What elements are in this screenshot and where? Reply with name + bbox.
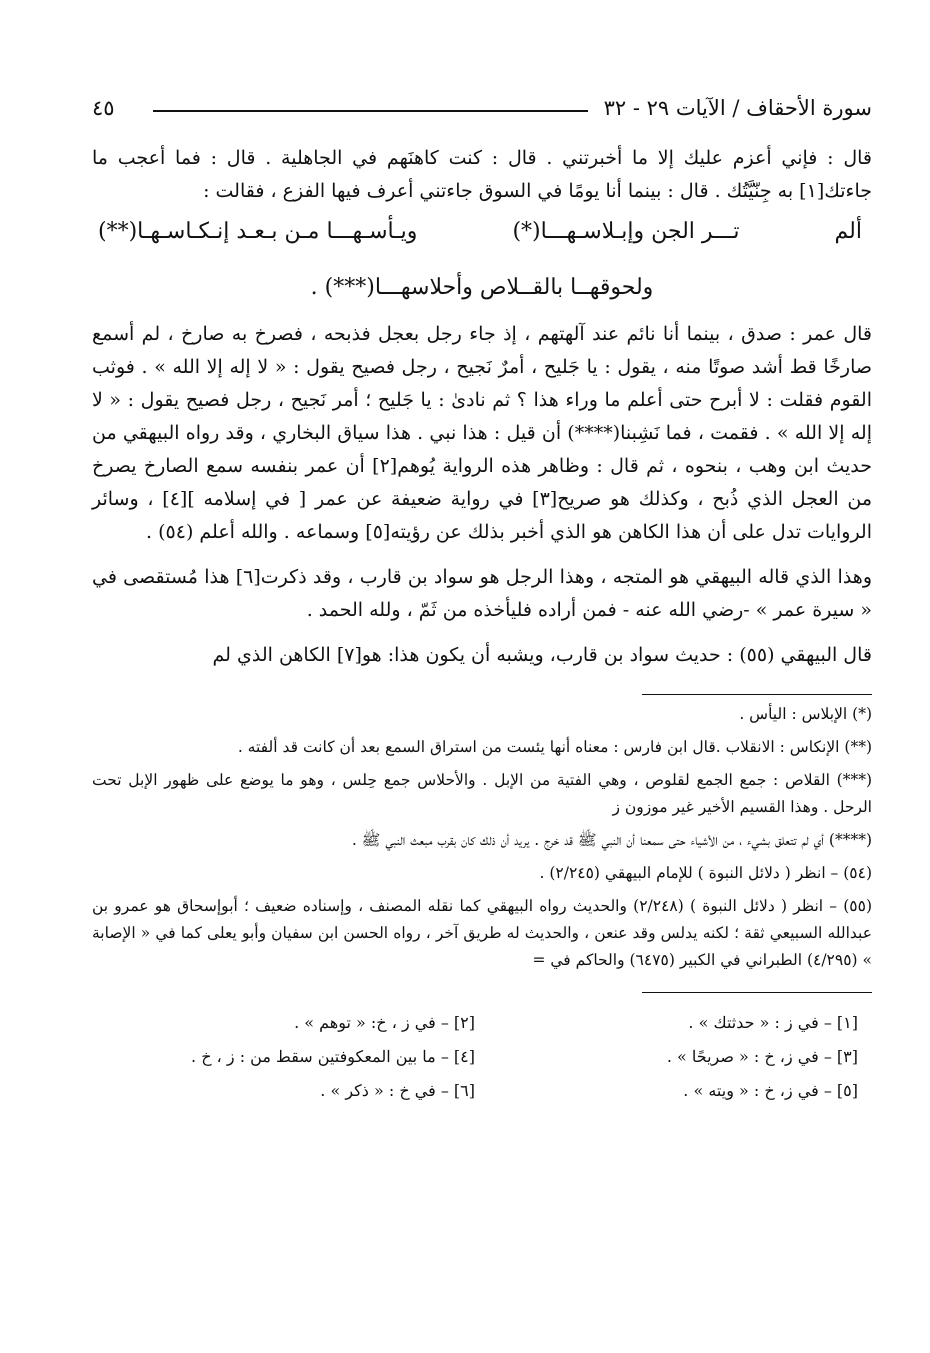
variant-3: [٣] – في ز، خ : « صريحًا » . (666, 1047, 858, 1066)
paragraph-3: وهذا الذي قاله البيهقي هو المتجه ، وهذا الرجل هو سواد بن قارب ، وقد ذكرت[٦] هذا مُستقصى في « سيرة عمر » -رضي الله عنه - فمن أراده فليأخذه من ثَمّ ، ولله الحمد . (92, 566, 872, 621)
variant-2: [٢] – في ز ، خ: « توهم » . (294, 1013, 475, 1032)
footnote-5: (٥٤) – انظر ( دلائل النبوة ) للإمام البيهقي (٢/٢٤٥) . (539, 864, 872, 882)
poem-verse (92, 212, 872, 308)
verse-hemistich-1: تـــر الجن وإبـلاسـهـــا(*) (512, 219, 740, 244)
footnote-2: (**) الإنكاس : الانقلاب .قال ابن فارس : معناه أنها يئست من استراق السمع بعد أن كانت قد ألفته . (237, 738, 872, 756)
chapter-title: سورة الأحقاف / الآيات ٢٩ - ٣٢ (603, 96, 872, 120)
footnote-3: (***) القلاص : جمع الجمع لقلوص ، وهي الفتية من الإبل . والأحلاس جمع حِلس ، وهو ما يوضع على ظهور الإبل تحت الرحل . وهذا القسيم الأخير غير موزون ز (92, 771, 872, 816)
variant-1: [١] – في ز : « حدثتك » . (688, 1013, 858, 1032)
footnote-1: (*) الإبلاس : اليأس . (739, 705, 872, 723)
header-rule (153, 110, 588, 112)
paragraph-2: قال عمر : صدق ، بينما أنا نائم عند آلهتهم ، إذ جاء رجل بعجل فذبحه ، فصرخ به صارخ ، لم أسمع صارخًا قط أشد صوتًا منه ، يقول : يا جَليح ، أمرٌ نَجيح ، رجل فصيح يقول : « لا إله إلا الله » . فوثب القوم فقلت : لا أبرح حتى أعلم ما وراء هذا ؟ ثم نادىٰ : يا جَليح ؛ أمر نَجيح ، رجل فصيح يقول : « لا إله إلا الله » . فقمت ، فما نَشِبنا(****) أن قيل : هذا نبي . هذا سياق البخاري ، وقد رواه البيهقي من حديث ابن وهب ، بنحوه ، ثم قال : وظاهر هذه الرواية يُوهم[٢] أن عمر بنفسه سمع الصارخ يصرخ من العجل الذي ذُبح ، وكذلك هو صريح[٣] في رواية ضعيفة عن عمر [ في إسلامه ][٤] ، وسائر الروايات تدل على أن هذا الكاهن هو الذي أخبر بذلك عن رؤيته[٥] وسماعه . والله أعلم (٥٤) . (92, 323, 872, 543)
variant-5: [٥] – في ز، خ : « ويته » . (683, 1081, 858, 1100)
variants-separator (642, 992, 872, 993)
verse-line-1 (92, 212, 872, 252)
verse-line-2: ولحوقهــا بالقــلاص وأحلاسهـــا(***) . (310, 275, 654, 300)
running-header (92, 86, 872, 120)
variant-6: [٦] – في خ : « ذكر » . (320, 1081, 475, 1100)
verse-hemistich-2: ويـأسـهـــا مـن بـعـد إنـكـاسـهـا(**) (98, 219, 418, 244)
variant-readings (92, 1009, 872, 1105)
footnote-separator (642, 694, 872, 695)
page-number: ٤٥ (92, 96, 115, 120)
variant-4: [٤] – ما بين المعكوفتين سقط من : ز ، خ . (191, 1047, 475, 1066)
paragraph-1: قال : فإني أعزم عليك إلا ما أخبرتني . قال : كنت كاهنَهم في الجاهلية . قال : فما أعجب ما جاءتك[١] به جِنّيَّتُك . قال : بينما أنا يومًا في السوق جاءتني أعرف فيها الفزع ، فقالت : (92, 147, 872, 202)
footnote-4: (****) أي لم تتعلق بشيء ، من الأشياء حتى سمعنا أن النبي ﷺ قد خرج . يريد أن ذلك كان بقرب مبعث النبي ﷺ . (351, 831, 872, 849)
footnote-6: (٥٥) – انظر ( دلائل النبوة ) (٢/٢٤٨) والحديث رواه البيهقي كما نقله المصنف ، وإسناده ضعيف ؛ أبوإسحاق هو عمرو بن عبدالله السبيعي ثقة ؛ لكنه يدلس وقد عنعن ، والحديث له طريق آخر ، رواه الحسن ابن سفيان وأبو يعلى كما في « الإصابة » (٤/٢٩٥) الطبراني في الكبير (٦٤٧٥) والحاكم في = (92, 897, 873, 969)
page (92, 86, 872, 1105)
paragraph-4: قال البيهقي (٥٥) : حديث سواد بن قارب، ويشبه أن يكون هذا: هو[٧] الكاهن الذي لم (212, 644, 872, 666)
verse-word-1: ألم (834, 219, 862, 244)
